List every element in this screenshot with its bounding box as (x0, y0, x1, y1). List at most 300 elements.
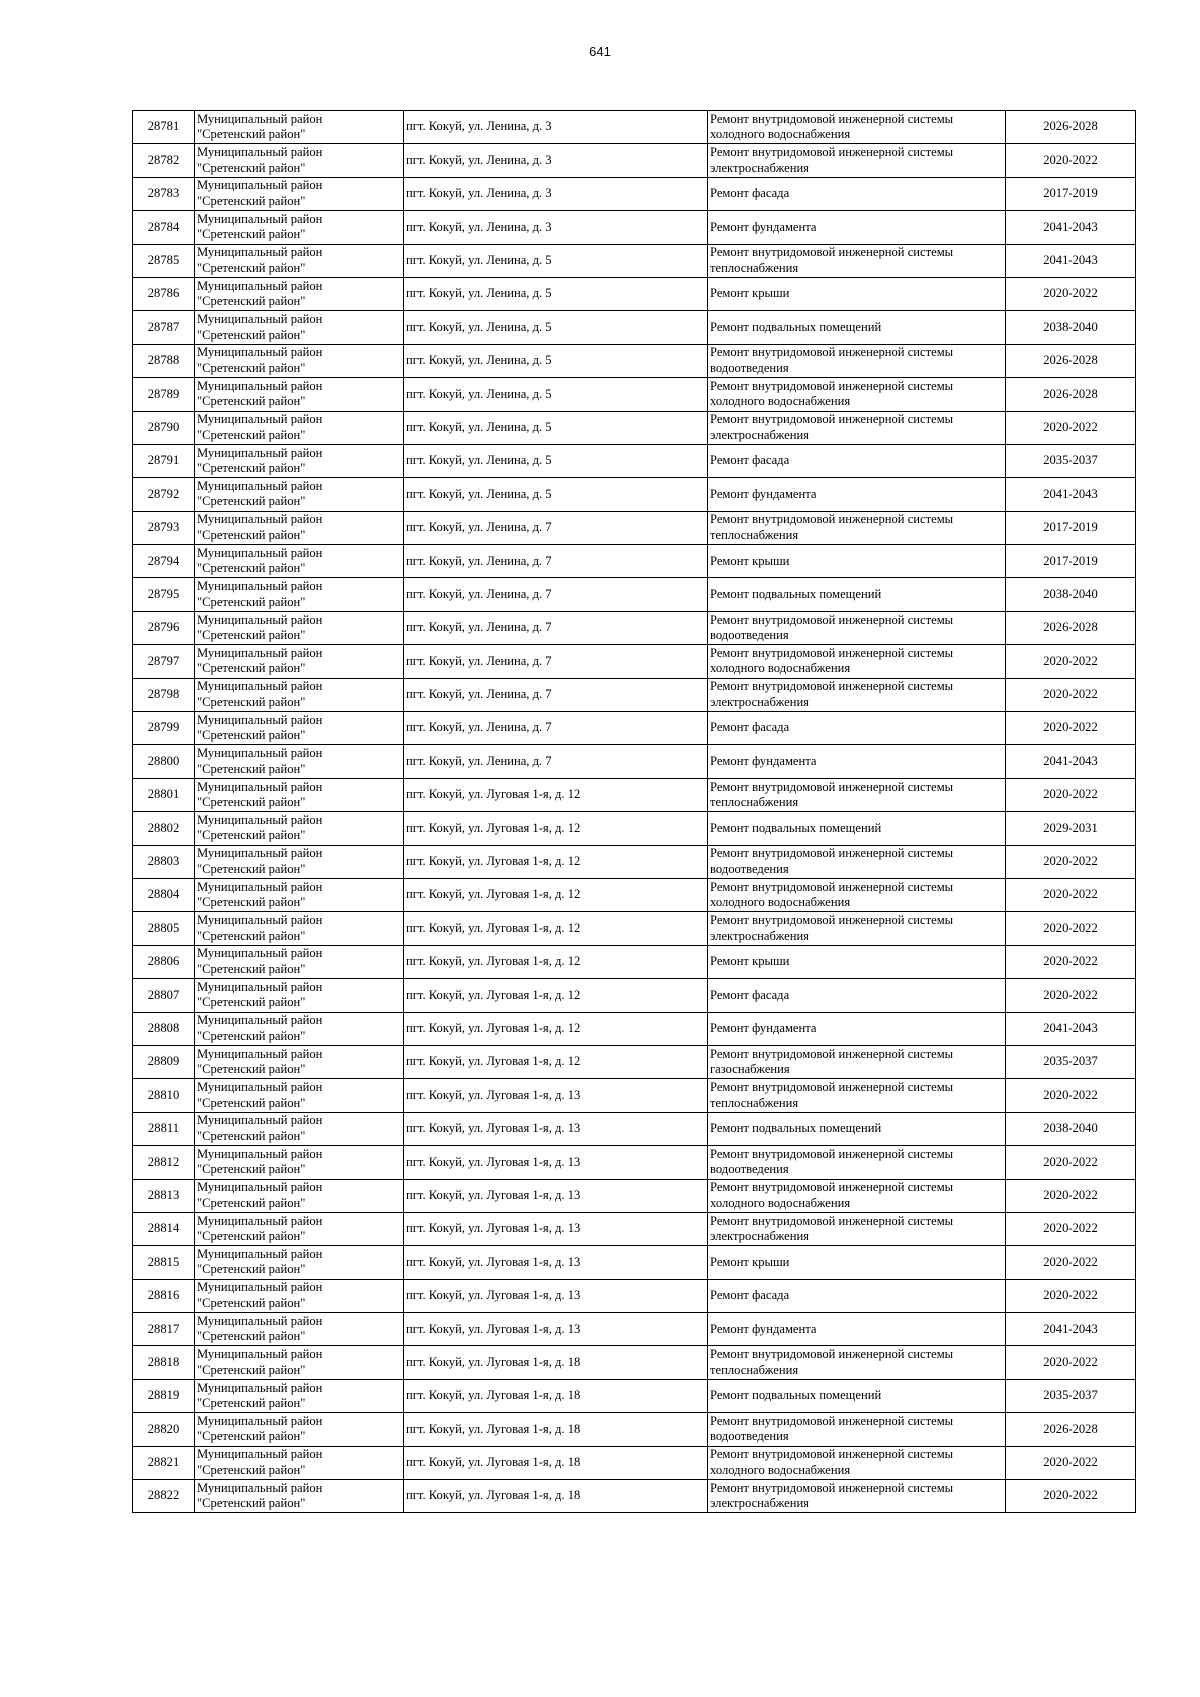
work-type-line: Ремонт подвальных помещений (710, 1121, 882, 1136)
address-cell: пгт. Кокуй, ул. Ленина, д. 7 (404, 745, 708, 778)
work-type-cell (708, 444, 1006, 477)
row-number-cell: 28787 (133, 311, 195, 344)
municipality-cell (195, 778, 404, 811)
municipality-line: Муниципальный район (197, 111, 323, 126)
address-cell: пгт. Кокуй, ул. Луговая 1-я, д. 12 (404, 845, 708, 878)
row-number-cell: 28792 (133, 478, 195, 511)
municipality-line: "Сретенский район" (197, 294, 306, 309)
period-cell: 2026-2028 (1006, 611, 1136, 644)
row-number-cell: 28817 (133, 1313, 195, 1346)
municipality-line: "Сретенский район" (197, 895, 306, 910)
work-type-line: Ремонт внутридомовой инженерной системы (710, 1213, 954, 1228)
work-type-cell (708, 1179, 1006, 1212)
address-cell: пгт. Кокуй, ул. Ленина, д. 7 (404, 578, 708, 611)
work-type-line: холодного водоснабжения (710, 895, 851, 910)
table-row (133, 478, 1136, 511)
address-cell: пгт. Кокуй, ул. Луговая 1-я, д. 18 (404, 1346, 708, 1379)
address-cell: пгт. Кокуй, ул. Луговая 1-я, д. 12 (404, 979, 708, 1012)
municipality-line: Муниципальный район (197, 312, 323, 327)
municipality-line: Муниципальный район (197, 645, 323, 660)
work-type-line: электроснабжения (710, 427, 809, 442)
municipality-line: "Сретенский район" (197, 327, 306, 342)
period-cell: 2020-2022 (1006, 1346, 1136, 1379)
municipality-line: "Сретенский район" (197, 761, 306, 776)
table-row (133, 411, 1136, 444)
row-number-cell: 28819 (133, 1379, 195, 1412)
work-type-cell (708, 511, 1006, 544)
period-cell: 2017-2019 (1006, 511, 1136, 544)
municipality-line: "Сретенский район" (197, 1229, 306, 1244)
work-type-line: теплоснабжения (710, 1095, 799, 1110)
period-cell: 2020-2022 (1006, 845, 1136, 878)
period-cell: 2041-2043 (1006, 478, 1136, 511)
table-body (133, 111, 1136, 1513)
municipality-line: "Сретенский район" (197, 1162, 306, 1177)
work-type-cell (708, 545, 1006, 578)
table-row (133, 511, 1136, 544)
municipality-line: Муниципальный район (197, 1080, 323, 1095)
municipality-line: Муниципальный район (197, 1480, 323, 1495)
period-cell: 2020-2022 (1006, 1079, 1136, 1112)
municipality-cell (195, 1212, 404, 1245)
row-number-cell: 28813 (133, 1179, 195, 1212)
address-cell: пгт. Кокуй, ул. Луговая 1-я, д. 13 (404, 1146, 708, 1179)
address-cell: пгт. Кокуй, ул. Ленина, д. 7 (404, 611, 708, 644)
period-cell: 2020-2022 (1006, 678, 1136, 711)
period-cell: 2020-2022 (1006, 1146, 1136, 1179)
municipality-cell (195, 277, 404, 310)
work-type-line: Ремонт фундамента (710, 1020, 817, 1035)
municipality-line: "Сретенский район" (197, 193, 306, 208)
municipality-cell (195, 945, 404, 978)
municipality-cell (195, 845, 404, 878)
municipality-line: Муниципальный район (197, 1180, 323, 1195)
work-type-line: Ремонт внутридомовой инженерной системы (710, 846, 954, 861)
municipality-cell (195, 511, 404, 544)
municipality-line: "Сретенский район" (197, 1396, 306, 1411)
period-cell: 2026-2028 (1006, 378, 1136, 411)
municipality-cell (195, 411, 404, 444)
period-cell: 2020-2022 (1006, 277, 1136, 310)
municipality-line: Муниципальный район (197, 145, 323, 160)
work-type-cell (708, 1246, 1006, 1279)
work-type-line: электроснабжения (710, 1496, 809, 1511)
table-row (133, 311, 1136, 344)
address-cell: пгт. Кокуй, ул. Ленина, д. 3 (404, 211, 708, 244)
row-number-cell: 28793 (133, 511, 195, 544)
work-type-line: Ремонт внутридомовой инженерной системы (710, 679, 954, 694)
work-type-line: Ремонт подвальных помещений (710, 319, 882, 334)
period-cell: 2020-2022 (1006, 411, 1136, 444)
row-number-cell: 28809 (133, 1045, 195, 1078)
municipality-line: Муниципальный район (197, 1280, 323, 1295)
municipality-cell (195, 211, 404, 244)
table-row (133, 144, 1136, 177)
municipality-cell (195, 444, 404, 477)
period-cell: 2035-2037 (1006, 1045, 1136, 1078)
row-number-cell: 28799 (133, 712, 195, 745)
municipality-line: Муниципальный район (197, 245, 323, 260)
municipality-cell (195, 678, 404, 711)
row-number-cell: 28815 (133, 1246, 195, 1279)
municipality-cell (195, 111, 404, 144)
work-type-line: Ремонт внутридомовой инженерной системы (710, 1347, 954, 1362)
municipality-line: "Сретенский район" (197, 227, 306, 242)
work-type-line: Ремонт внутридомовой инженерной системы (710, 1080, 954, 1095)
work-type-line: Ремонт подвальных помещений (710, 586, 882, 601)
municipality-cell (195, 1480, 404, 1513)
address-cell: пгт. Кокуй, ул. Луговая 1-я, д. 13 (404, 1179, 708, 1212)
period-cell: 2020-2022 (1006, 1279, 1136, 1312)
address-cell: пгт. Кокуй, ул. Луговая 1-я, д. 13 (404, 1246, 708, 1279)
work-type-line: Ремонт внутридомовой инженерной системы (710, 1480, 954, 1495)
municipality-line: Муниципальный район (197, 746, 323, 761)
municipality-cell (195, 1313, 404, 1346)
municipality-line: Муниципальный район (197, 1447, 323, 1462)
municipality-cell (195, 1246, 404, 1279)
municipality-line: "Сретенский район" (197, 661, 306, 676)
address-cell: пгт. Кокуй, ул. Ленина, д. 7 (404, 511, 708, 544)
work-type-line: теплоснабжения (710, 527, 799, 542)
municipality-line: "Сретенский район" (197, 995, 306, 1010)
address-cell: пгт. Кокуй, ул. Луговая 1-я, д. 12 (404, 912, 708, 945)
municipality-line: "Сретенский район" (197, 394, 306, 409)
work-type-line: Ремонт внутридомовой инженерной системы (710, 612, 954, 627)
work-type-line: водоотведения (710, 628, 789, 643)
work-type-cell (708, 645, 1006, 678)
work-type-line: Ремонт фасада (710, 720, 790, 735)
municipality-line: Муниципальный район (197, 1013, 323, 1028)
work-type-cell (708, 411, 1006, 444)
municipality-line: "Сретенский район" (197, 527, 306, 542)
table-row (133, 211, 1136, 244)
address-cell: пгт. Кокуй, ул. Ленина, д. 5 (404, 378, 708, 411)
period-cell: 2020-2022 (1006, 1446, 1136, 1479)
table-row (133, 177, 1136, 210)
work-type-line: холодного водоснабжения (710, 661, 851, 676)
work-type-cell (708, 1379, 1006, 1412)
work-type-line: Ремонт внутридомовой инженерной системы (710, 345, 954, 360)
work-type-cell (708, 745, 1006, 778)
municipality-line: "Сретенский район" (197, 1496, 306, 1511)
municipality-line: Муниципальный район (197, 545, 323, 560)
municipality-line: Муниципальный район (197, 612, 323, 627)
work-type-cell (708, 177, 1006, 210)
period-cell: 2038-2040 (1006, 578, 1136, 611)
address-cell: пгт. Кокуй, ул. Ленина, д. 3 (404, 177, 708, 210)
municipality-cell (195, 545, 404, 578)
address-cell: пгт. Кокуй, ул. Луговая 1-я, д. 12 (404, 812, 708, 845)
work-type-line: электроснабжения (710, 1229, 809, 1244)
work-type-cell (708, 1112, 1006, 1145)
work-type-cell (708, 979, 1006, 1012)
work-type-cell (708, 712, 1006, 745)
table-row (133, 1045, 1136, 1078)
table-row (133, 1179, 1136, 1212)
work-type-line: Ремонт подвальных помещений (710, 1388, 882, 1403)
row-number-cell: 28790 (133, 411, 195, 444)
table-row (133, 545, 1136, 578)
address-cell: пгт. Кокуй, ул. Ленина, д. 5 (404, 244, 708, 277)
municipality-line: Муниципальный район (197, 512, 323, 527)
table-row (133, 111, 1136, 144)
address-cell: пгт. Кокуй, ул. Луговая 1-я, д. 18 (404, 1446, 708, 1479)
address-cell: пгт. Кокуй, ул. Ленина, д. 7 (404, 678, 708, 711)
work-type-line: Ремонт крыши (710, 1254, 790, 1269)
address-cell: пгт. Кокуй, ул. Луговая 1-я, д. 18 (404, 1379, 708, 1412)
work-type-cell (708, 1012, 1006, 1045)
address-cell: пгт. Кокуй, ул. Луговая 1-я, д. 12 (404, 878, 708, 911)
table-row (133, 678, 1136, 711)
work-type-cell (708, 378, 1006, 411)
period-cell: 2020-2022 (1006, 1212, 1136, 1245)
municipality-line: "Сретенский район" (197, 828, 306, 843)
municipality-line: "Сретенский район" (197, 1028, 306, 1043)
table-row (133, 611, 1136, 644)
table-row (133, 1446, 1136, 1479)
table-row (133, 878, 1136, 911)
row-number-cell: 28797 (133, 645, 195, 678)
period-cell: 2035-2037 (1006, 1379, 1136, 1412)
table-row (133, 745, 1136, 778)
address-cell: пгт. Кокуй, ул. Ленина, д. 3 (404, 111, 708, 144)
row-number-cell: 28821 (133, 1446, 195, 1479)
municipality-line: Муниципальный район (197, 345, 323, 360)
period-cell: 2026-2028 (1006, 344, 1136, 377)
table-row (133, 1012, 1136, 1045)
municipality-cell (195, 311, 404, 344)
address-cell: пгт. Кокуй, ул. Ленина, д. 3 (404, 144, 708, 177)
municipality-line: "Сретенский район" (197, 1462, 306, 1477)
municipality-cell (195, 378, 404, 411)
period-cell: 2020-2022 (1006, 1246, 1136, 1279)
municipality-line: Муниципальный район (197, 1213, 323, 1228)
work-type-line: Ремонт фасада (710, 1288, 790, 1303)
municipality-line: Муниципальный район (197, 378, 323, 393)
work-type-line: водоотведения (710, 861, 789, 876)
row-number-cell: 28801 (133, 778, 195, 811)
municipality-line: Муниципальный район (197, 278, 323, 293)
work-type-cell (708, 1279, 1006, 1312)
address-cell: пгт. Кокуй, ул. Луговая 1-я, д. 13 (404, 1079, 708, 1112)
work-type-cell (708, 144, 1006, 177)
municipality-line: "Сретенский район" (197, 260, 306, 275)
row-number-cell: 28808 (133, 1012, 195, 1045)
municipality-cell (195, 878, 404, 911)
row-number-cell: 28782 (133, 144, 195, 177)
row-number-cell: 28788 (133, 344, 195, 377)
municipality-line: "Сретенский район" (197, 427, 306, 442)
period-cell: 2020-2022 (1006, 144, 1136, 177)
row-number-cell: 28811 (133, 1112, 195, 1145)
table-row (133, 1246, 1136, 1279)
work-type-line: Ремонт фундамента (710, 753, 817, 768)
period-cell: 2035-2037 (1006, 444, 1136, 477)
municipality-line: Муниципальный район (197, 445, 323, 460)
work-type-line: холодного водоснабжения (710, 127, 851, 142)
work-type-line: Ремонт крыши (710, 286, 790, 301)
municipality-cell (195, 812, 404, 845)
work-type-line: Ремонт крыши (710, 553, 790, 568)
row-number-cell: 28800 (133, 745, 195, 778)
municipality-line: "Сретенский район" (197, 494, 306, 509)
municipality-line: "Сретенский район" (197, 961, 306, 976)
work-type-cell (708, 1446, 1006, 1479)
period-cell: 2041-2043 (1006, 1313, 1136, 1346)
table-row (133, 1112, 1136, 1145)
municipality-line: Муниципальный район (197, 1146, 323, 1161)
municipality-line: "Сретенский район" (197, 1429, 306, 1444)
work-type-line: Ремонт внутридомовой инженерной системы (710, 412, 954, 427)
period-cell: 2020-2022 (1006, 912, 1136, 945)
table-row (133, 277, 1136, 310)
period-cell: 2026-2028 (1006, 1413, 1136, 1446)
work-type-cell (708, 244, 1006, 277)
municipality-cell (195, 1346, 404, 1379)
row-number-cell: 28791 (133, 444, 195, 477)
work-type-line: электроснабжения (710, 160, 809, 175)
table-row (133, 1346, 1136, 1379)
table-row (133, 444, 1136, 477)
municipality-line: "Сретенский район" (197, 1128, 306, 1143)
period-cell: 2041-2043 (1006, 211, 1136, 244)
table-row (133, 712, 1136, 745)
municipality-cell (195, 645, 404, 678)
table-row (133, 979, 1136, 1012)
work-type-line: Ремонт внутридомовой инженерной системы (710, 245, 954, 260)
work-type-cell (708, 578, 1006, 611)
municipality-line: Муниципальный район (197, 779, 323, 794)
work-type-line: Ремонт внутридомовой инженерной системы (710, 1413, 954, 1428)
municipality-cell (195, 244, 404, 277)
municipality-line: "Сретенский район" (197, 928, 306, 943)
table-row (133, 1146, 1136, 1179)
work-type-cell (708, 1480, 1006, 1513)
address-cell: пгт. Кокуй, ул. Ленина, д. 7 (404, 645, 708, 678)
municipality-cell (195, 979, 404, 1012)
work-type-line: водоотведения (710, 1429, 789, 1444)
row-number-cell: 28783 (133, 177, 195, 210)
period-cell: 2020-2022 (1006, 878, 1136, 911)
table-row (133, 1379, 1136, 1412)
municipality-line: "Сретенский район" (197, 628, 306, 643)
row-number-cell: 28820 (133, 1413, 195, 1446)
period-cell: 2020-2022 (1006, 1179, 1136, 1212)
work-type-line: Ремонт внутридомовой инженерной системы (710, 913, 954, 928)
work-type-cell (708, 1146, 1006, 1179)
work-type-cell (708, 1413, 1006, 1446)
period-cell: 2020-2022 (1006, 1480, 1136, 1513)
work-type-cell (708, 1313, 1006, 1346)
municipality-line: "Сретенский район" (197, 1195, 306, 1210)
work-type-cell (708, 1346, 1006, 1379)
municipality-line: Муниципальный район (197, 1413, 323, 1428)
work-type-line: теплоснабжения (710, 260, 799, 275)
row-number-cell: 28818 (133, 1346, 195, 1379)
address-cell: пгт. Кокуй, ул. Ленина, д. 7 (404, 545, 708, 578)
row-number-cell: 28785 (133, 244, 195, 277)
municipality-line: "Сретенский район" (197, 1362, 306, 1377)
municipality-cell (195, 1279, 404, 1312)
table-row (133, 1480, 1136, 1513)
table-row (133, 778, 1136, 811)
municipality-cell (195, 1146, 404, 1179)
address-cell: пгт. Кокуй, ул. Ленина, д. 5 (404, 277, 708, 310)
work-type-line: Ремонт фасада (710, 186, 790, 201)
work-type-cell (708, 945, 1006, 978)
table-row (133, 1279, 1136, 1312)
work-type-line: холодного водоснабжения (710, 394, 851, 409)
address-cell: пгт. Кокуй, ул. Ленина, д. 5 (404, 478, 708, 511)
municipality-line: Муниципальный район (197, 712, 323, 727)
municipality-line: "Сретенский район" (197, 861, 306, 876)
municipality-line: Муниципальный район (197, 913, 323, 928)
municipality-cell (195, 478, 404, 511)
work-type-line: газоснабжения (710, 1062, 790, 1077)
table-row (133, 244, 1136, 277)
table-row (133, 1212, 1136, 1245)
address-cell: пгт. Кокуй, ул. Луговая 1-я, д. 13 (404, 1112, 708, 1145)
period-cell: 2020-2022 (1006, 778, 1136, 811)
work-type-line: Ремонт фундамента (710, 486, 817, 501)
work-type-line: Ремонт подвальных помещений (710, 820, 882, 835)
municipality-cell (195, 712, 404, 745)
row-number-cell: 28822 (133, 1480, 195, 1513)
period-cell: 2038-2040 (1006, 311, 1136, 344)
period-cell: 2038-2040 (1006, 1112, 1136, 1145)
work-type-line: Ремонт фасада (710, 987, 790, 1002)
table-row (133, 378, 1136, 411)
municipality-cell (195, 745, 404, 778)
municipality-line: Муниципальный район (197, 1380, 323, 1395)
municipality-cell (195, 1045, 404, 1078)
row-number-cell: 28806 (133, 945, 195, 978)
work-type-cell (708, 912, 1006, 945)
table-row (133, 344, 1136, 377)
work-type-cell (708, 211, 1006, 244)
municipality-line: "Сретенский район" (197, 594, 306, 609)
work-type-line: теплоснабжения (710, 1362, 799, 1377)
municipality-line: Муниципальный район (197, 679, 323, 694)
work-type-line: Ремонт внутридомовой инженерной системы (710, 512, 954, 527)
work-type-cell (708, 845, 1006, 878)
work-type-line: холодного водоснабжения (710, 1195, 851, 1210)
work-type-line: Ремонт внутридомовой инженерной системы (710, 779, 954, 794)
municipality-line: "Сретенский район" (197, 1329, 306, 1344)
work-type-cell (708, 1045, 1006, 1078)
period-cell: 2020-2022 (1006, 945, 1136, 978)
municipality-line: Муниципальный район (197, 478, 323, 493)
municipality-line: "Сретенский район" (197, 1062, 306, 1077)
municipality-line: Муниципальный район (197, 1313, 323, 1328)
municipality-line: Муниципальный район (197, 946, 323, 961)
table-row (133, 912, 1136, 945)
work-type-line: водоотведения (710, 360, 789, 375)
table-row (133, 812, 1136, 845)
municipality-line: Муниципальный район (197, 211, 323, 226)
row-number-cell: 28804 (133, 878, 195, 911)
work-type-cell (708, 1079, 1006, 1112)
table-row (133, 645, 1136, 678)
table-row (133, 578, 1136, 611)
address-cell: пгт. Кокуй, ул. Луговая 1-я, д. 18 (404, 1413, 708, 1446)
address-cell: пгт. Кокуй, ул. Луговая 1-я, д. 13 (404, 1313, 708, 1346)
work-type-line: Ремонт внутридомовой инженерной системы (710, 378, 954, 393)
municipality-cell (195, 177, 404, 210)
work-type-line: Ремонт крыши (710, 954, 790, 969)
municipality-cell (195, 578, 404, 611)
municipality-cell (195, 1446, 404, 1479)
